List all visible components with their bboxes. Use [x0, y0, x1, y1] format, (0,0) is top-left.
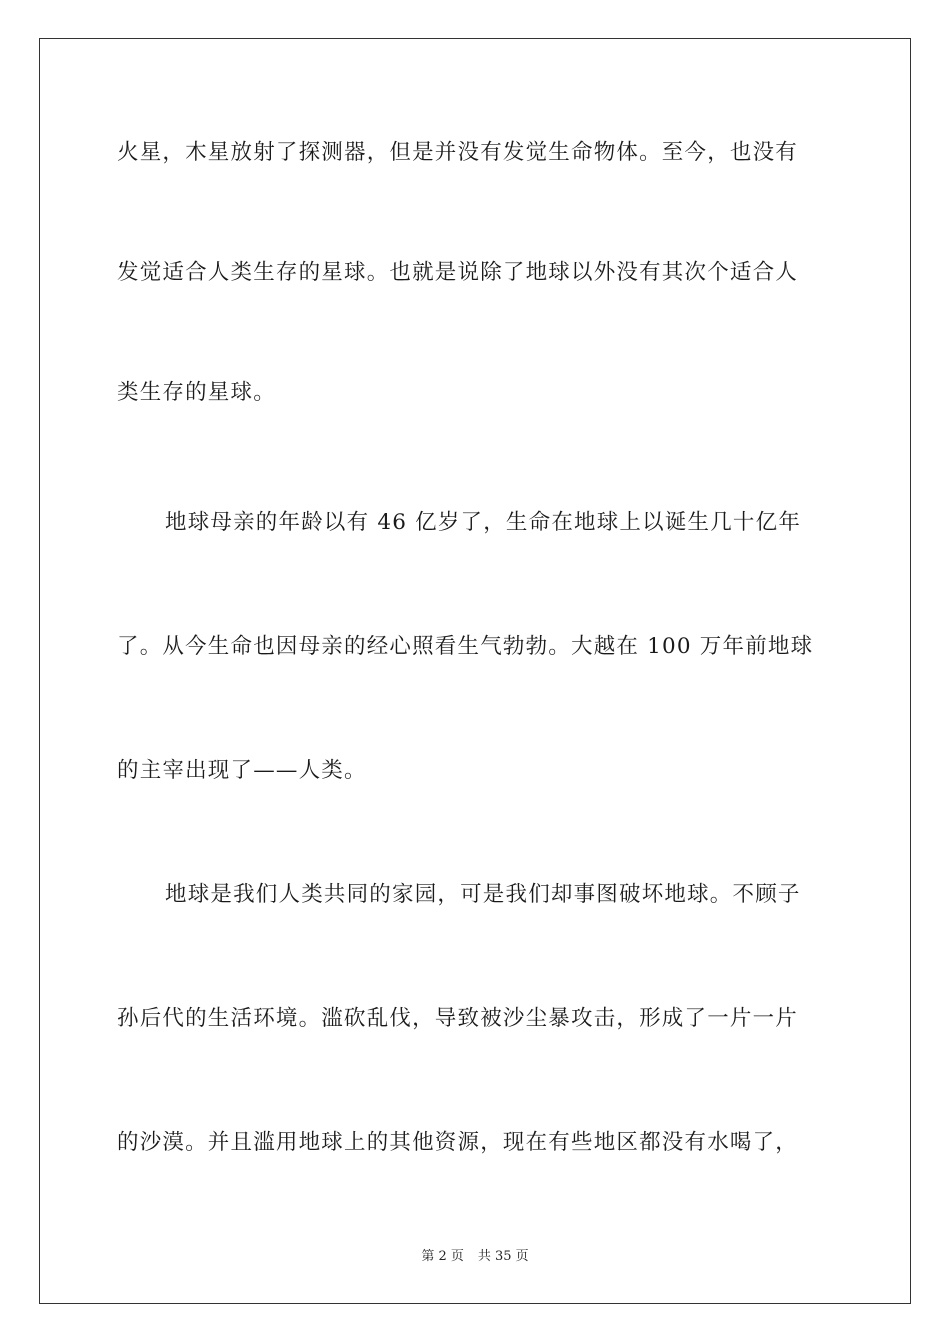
body-text-line: 的主宰出现了——人类。: [117, 758, 367, 783]
body-text-line: 了。从今生命也因母亲的经心照看生气勃勃。大越在 100 万年前地球: [117, 634, 814, 659]
body-text-line: 火星，木星放射了探测器，但是并没有发觉生命物体。至今，也没有: [117, 140, 799, 165]
body-text-line: 的沙漠。并且滥用地球上的其他资源，现在有些地区都没有水喝了，: [117, 1130, 799, 1155]
paragraph-first-line: 地球是我们人类共同的家园，可是我们却事图破坏地球。不顾子: [165, 882, 801, 907]
paragraph-first-line: 地球母亲的年龄以有 46 亿岁了，生命在地球上以诞生几十亿年: [165, 510, 802, 535]
page-number: 第 2 页: [421, 1249, 464, 1264]
page-footer: [0, 1248, 950, 1266]
page-total: 共 35 页: [477, 1249, 529, 1264]
body-text-line: 类生存的星球。: [117, 380, 276, 405]
body-text-line: 孙后代的生活环境。滥砍乱伐，导致被沙尘暴攻击，形成了一片一片: [117, 1006, 799, 1031]
page-border: [39, 38, 911, 1304]
body-text-line: 发觉适合人类生存的星球。也就是说除了地球以外没有其次个适合人: [117, 260, 799, 285]
